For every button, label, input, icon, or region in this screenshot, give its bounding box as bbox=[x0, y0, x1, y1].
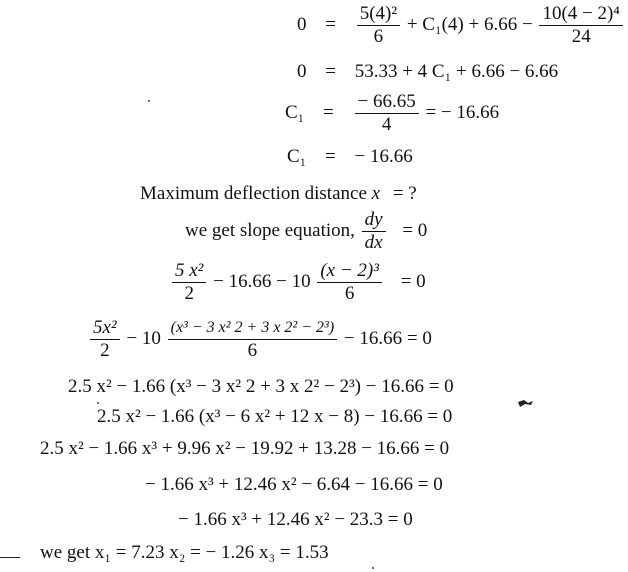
eq3-equals: = bbox=[323, 101, 334, 123]
equation-1 bbox=[297, 4, 625, 47]
slope-frac-denominator: dx bbox=[364, 232, 383, 253]
max-deflection-line bbox=[140, 183, 417, 205]
eq12-text: − 1.66 x³ + 12.46 x² − 6.64 − 16.66 = 0 bbox=[145, 474, 443, 495]
slope-text: we get slope equation, bbox=[185, 219, 355, 241]
eq1-middle-terms: + C₁(4) + 6.66 − bbox=[406, 13, 533, 35]
eq14-text: we get x₁ = 7.23 x₂ = − 1.26 x₃ = 1.53 bbox=[40, 542, 329, 563]
eq8-frac1-denominator: 2 bbox=[100, 340, 110, 361]
scan-speck bbox=[372, 567, 374, 569]
eq1-frac2-denominator: 24 bbox=[571, 26, 591, 47]
eq7-rhs: = 0 bbox=[400, 270, 426, 292]
equation-14-result bbox=[40, 542, 329, 564]
eq1-equals: = bbox=[325, 13, 336, 35]
equation-4 bbox=[287, 146, 413, 168]
eq3-fraction bbox=[355, 92, 419, 135]
eq4-rhs: − 16.66 bbox=[354, 146, 413, 167]
max-deflection-text: Maximum deflection distance bbox=[140, 183, 367, 204]
equation-7 bbox=[170, 261, 426, 304]
scan-speck bbox=[97, 402, 99, 404]
eq7-fraction-2 bbox=[317, 261, 382, 304]
equation-10 bbox=[97, 406, 452, 428]
eq1-lhs: 0 bbox=[297, 13, 307, 35]
eq1-fraction-2 bbox=[539, 4, 623, 47]
eq9-text: 2.5 x² − 1.66 (x³ − 3 x² 2 + 3 x 2² − 2³) − 16.66 = 0 bbox=[68, 376, 454, 397]
eq7-middle: − 16.66 − 10 bbox=[213, 270, 311, 292]
equation-11 bbox=[40, 438, 449, 460]
eq3-frac-denominator: 4 bbox=[381, 114, 392, 135]
eq13-text: − 1.66 x³ + 12.46 x² − 23.3 = 0 bbox=[178, 509, 413, 530]
slope-rhs: = 0 bbox=[402, 219, 428, 241]
eq8-middle: − 10 bbox=[126, 327, 161, 349]
max-deflection-var: x bbox=[371, 183, 381, 204]
equation-8 bbox=[88, 318, 432, 361]
eq7-frac1-denominator: 2 bbox=[184, 283, 194, 304]
slope-fraction bbox=[362, 210, 386, 253]
eq3-frac-numerator: − 66.65 bbox=[355, 92, 419, 114]
equation-9 bbox=[68, 376, 454, 398]
equation-2 bbox=[297, 61, 558, 83]
slope-equation-line bbox=[185, 210, 427, 253]
scan-smudge bbox=[516, 396, 536, 410]
eq2-equals: = bbox=[325, 61, 336, 82]
scan-rule bbox=[0, 557, 20, 558]
eq1-fraction-1 bbox=[357, 4, 400, 47]
eq1-frac1-numerator: 5(4)² bbox=[357, 4, 400, 26]
eq7-fraction-1 bbox=[172, 261, 206, 304]
eq1-frac1-denominator: 6 bbox=[373, 26, 384, 47]
eq3-lhs: C₁ bbox=[285, 101, 305, 123]
eq3-rhs: = − 16.66 bbox=[425, 101, 500, 123]
eq1-frac2-numerator: 10(4 − 2)⁴ bbox=[539, 4, 623, 26]
eq8-rhs: − 16.66 = 0 bbox=[343, 327, 432, 349]
slope-frac-numerator: dy bbox=[362, 210, 386, 232]
eq10-text: 2.5 x² − 1.66 (x³ − 6 x² + 12 x − 8) − 16.66 = 0 bbox=[97, 406, 453, 427]
eq8-fraction-1 bbox=[90, 318, 120, 361]
eq8-frac1-numerator: 5x² bbox=[90, 318, 120, 340]
eq7-frac2-denominator: 6 bbox=[344, 283, 355, 304]
eq8-fraction-2 bbox=[168, 318, 338, 361]
equation-12 bbox=[145, 474, 443, 496]
scan-speck bbox=[148, 100, 150, 102]
eq4-lhs: C₁ bbox=[287, 146, 307, 167]
max-deflection-rhs: = ? bbox=[392, 183, 417, 204]
eq11-text: 2.5 x² − 1.66 x³ + 9.96 x² − 19.92 + 13.28 − 16.66 = 0 bbox=[40, 438, 450, 459]
eq8-frac2-numerator: (x³ − 3 x² 2 + 3 x 2² − 2³) bbox=[168, 318, 338, 340]
eq8-frac2-denominator: 6 bbox=[247, 340, 258, 361]
eq2-rhs: 53.33 + 4 C₁ + 6.66 − 6.66 bbox=[354, 61, 559, 82]
eq7-frac2-numerator: (x − 2)³ bbox=[317, 261, 382, 283]
equation-3 bbox=[285, 92, 499, 135]
eq2-lhs: 0 bbox=[297, 61, 307, 82]
eq7-frac1-numerator: 5 x² bbox=[172, 261, 206, 283]
eq4-equals: = bbox=[325, 146, 336, 167]
equation-13 bbox=[178, 509, 413, 531]
